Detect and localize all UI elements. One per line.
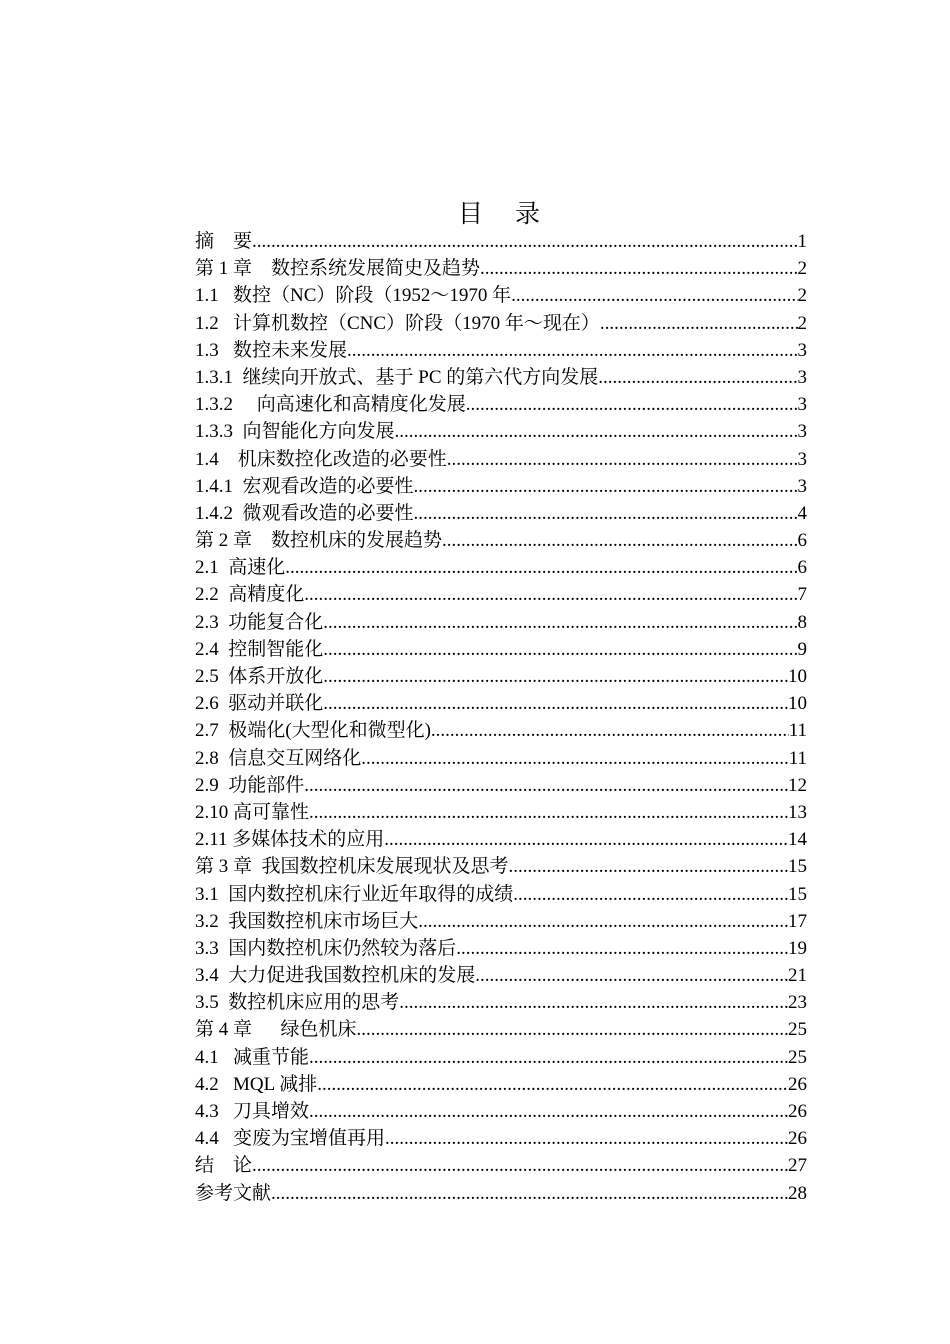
toc-page-number: 26 — [788, 1073, 807, 1095]
toc-page-number: 13 — [788, 801, 807, 823]
toc-entry-text: 第 2 章 数控机床的发展趋势 — [195, 530, 443, 552]
toc-entry-text: 1.2 计算机数控（CNC）阶段（1970 年～现在） — [195, 312, 600, 334]
toc-entry-text: 4.4 变废为宝增值再用 — [195, 1128, 386, 1150]
toc-dot-leader — [418, 908, 788, 935]
toc-entry-text: 3.4 大力促进我国数控机床的发展 — [195, 965, 476, 987]
toc-entry-text: 1.4.1 宏观看改造的必要性 — [195, 475, 414, 497]
toc-page-number: 27 — [788, 1155, 807, 1177]
toc-page-number: 23 — [788, 992, 807, 1014]
toc-entry[interactable] — [195, 1044, 807, 1071]
toc-dot-leader — [600, 310, 798, 337]
toc-entry[interactable] — [195, 581, 807, 608]
toc-entry-text: 摘 要 — [195, 231, 253, 252]
toc-entry[interactable] — [195, 609, 807, 636]
toc-dot-leader — [361, 745, 788, 772]
toc-dot-leader — [480, 255, 797, 282]
toc-entry-text: 1.4 机床数控化改造的必要性 — [195, 448, 447, 470]
toc-page-number: 3 — [797, 339, 807, 361]
toc-dot-leader — [309, 1044, 788, 1071]
toc-entry[interactable] — [195, 418, 807, 445]
toc-entry-text: 1.3.1 继续向开放式、基于 PC 的第六代方向发展 — [195, 366, 599, 388]
toc-entry[interactable] — [195, 337, 807, 364]
toc-entry[interactable] — [195, 826, 807, 853]
toc-title: 目 录 — [458, 199, 552, 228]
toc-entry-text: 2.3 功能复合化 — [195, 611, 324, 633]
toc-dot-leader — [384, 826, 788, 853]
toc-dot-leader — [252, 228, 797, 255]
toc-dot-leader — [598, 364, 797, 391]
toc-entry-text: 1.4.2 微观看改造的必要性 — [195, 502, 414, 524]
toc-page-number: 26 — [788, 1128, 807, 1150]
toc-dot-leader — [347, 337, 797, 364]
toc-dot-leader — [442, 527, 797, 554]
toc-dot-leader — [513, 881, 788, 908]
toc-entry-text: 1.3 数控未来发展 — [195, 339, 348, 361]
toc-entry-text: 2.1 高速化 — [195, 557, 286, 579]
toc-page-number: 10 — [788, 693, 807, 715]
toc-entry[interactable] — [195, 473, 807, 500]
toc-entry[interactable] — [195, 881, 807, 908]
toc-entry[interactable] — [195, 636, 807, 663]
toc-entry-text: 2.4 控制智能化 — [195, 638, 324, 660]
toc-page-number: 2 — [797, 312, 807, 334]
toc-dot-leader — [252, 1152, 788, 1179]
toc-entry[interactable] — [195, 1098, 807, 1125]
toc-entry-text: 2.6 驱动并联化 — [195, 693, 324, 715]
toc-page-number: 25 — [788, 1046, 807, 1068]
toc-page-number: 15 — [788, 883, 807, 905]
toc-entry-text: 2.9 功能部件 — [195, 774, 305, 796]
toc-entry[interactable] — [195, 1016, 807, 1043]
toc-page-number: 3 — [797, 475, 807, 497]
toc-page-number: 3 — [797, 421, 807, 443]
toc-entry[interactable] — [195, 690, 807, 717]
toc-page-number: 9 — [797, 638, 807, 660]
toc-entry[interactable] — [195, 282, 807, 309]
toc-dot-leader — [399, 989, 788, 1016]
toc-entry-text: 3.5 数控机床应用的思考 — [195, 992, 400, 1014]
toc-entry[interactable] — [195, 554, 807, 581]
toc-dot-leader — [323, 663, 788, 690]
toc-entry[interactable] — [195, 527, 807, 554]
toc-entry[interactable] — [195, 799, 807, 826]
toc-entry-text: 1.3.3 向智能化方向发展 — [195, 421, 395, 443]
toc-entry-text: 4.1 减重节能 — [195, 1046, 310, 1068]
toc-entry-text: 第 3 章 我国数控机床发展现状及思考 — [195, 856, 509, 878]
toc-page-number: 11 — [788, 720, 807, 742]
toc-entry[interactable] — [195, 745, 807, 772]
toc-entry-text: 3.3 国内数控机床仍然较为落后 — [195, 937, 457, 959]
toc-page-number: 2 — [797, 258, 807, 280]
toc-page-number: 12 — [788, 774, 807, 796]
toc-page-number: 15 — [788, 856, 807, 878]
toc-entry[interactable] — [195, 908, 807, 935]
toc-dot-leader — [466, 391, 798, 418]
toc-entry[interactable] — [195, 772, 807, 799]
toc-entry-text: 第 4 章 绿色机床 — [195, 1019, 357, 1041]
toc-entry-text: 1.1 数控（NC）阶段（1952～1970 年 — [195, 285, 512, 307]
toc-dot-leader — [323, 690, 788, 717]
toc-entry[interactable] — [195, 1180, 807, 1207]
toc-entry-text: 2.7 极端化(大型化和微型化) — [195, 720, 431, 742]
toc-entry[interactable] — [195, 935, 807, 962]
toc-page-number: 3 — [797, 394, 807, 416]
toc-dot-leader — [456, 935, 788, 962]
toc-page-number: 3 — [797, 366, 807, 388]
toc-entry[interactable] — [195, 663, 807, 690]
toc-dot-leader — [304, 772, 788, 799]
toc-entry-text: 2.11 多媒体技术的应用 — [195, 829, 385, 851]
toc-entry[interactable] — [195, 364, 807, 391]
toc-dot-leader — [285, 554, 797, 581]
toc-page-number: 21 — [788, 965, 807, 987]
toc-entry[interactable] — [195, 446, 807, 473]
toc-page-number: 10 — [788, 666, 807, 687]
toc-entry[interactable] — [195, 500, 807, 527]
toc-dot-leader — [385, 1125, 788, 1152]
toc-entry-text: 1.3.2 向高速化和高精度化发展 — [195, 394, 466, 416]
toc-page-number: 28 — [788, 1182, 807, 1204]
toc-dot-leader — [323, 636, 797, 663]
toc-page-number: 11 — [788, 747, 807, 769]
toc-dot-leader — [509, 853, 788, 880]
toc-entry[interactable] — [195, 1125, 807, 1152]
toc-dot-leader — [414, 500, 798, 527]
toc-page-number: 4 — [797, 502, 807, 524]
toc-dot-leader — [414, 473, 798, 500]
toc-entry-text: 参考文献 — [195, 1182, 272, 1204]
toc-page-number: 6 — [797, 557, 807, 579]
toc-dot-leader — [309, 799, 788, 826]
toc-entry[interactable] — [195, 962, 807, 989]
toc-entry[interactable] — [195, 989, 807, 1016]
toc-page-number: 1 — [797, 231, 807, 252]
toc-entry-text: 4.3 刀具增效 — [195, 1101, 310, 1122]
toc-dot-leader — [357, 1016, 788, 1043]
toc-list — [195, 228, 807, 1207]
toc-entry[interactable] — [195, 1071, 807, 1098]
toc-dot-leader — [323, 609, 797, 636]
toc-dot-leader — [309, 1098, 788, 1125]
toc-entry[interactable] — [195, 1152, 807, 1179]
toc-entry[interactable] — [195, 717, 807, 744]
toc-entry-text: 2.10 高可靠性 — [195, 801, 310, 823]
toc-page-number: 8 — [797, 611, 807, 633]
toc-dot-leader — [431, 717, 789, 744]
toc-dot-leader — [475, 962, 788, 989]
toc-dot-leader — [395, 418, 798, 445]
toc-page-number: 25 — [788, 1019, 807, 1041]
toc-dot-leader — [511, 282, 797, 309]
toc-dot-leader — [271, 1180, 788, 1207]
toc-page-number: 14 — [788, 829, 807, 851]
toc-entry[interactable] — [195, 391, 807, 418]
toc-page-number: 3 — [797, 448, 807, 470]
toc-entry-text: 第 1 章 数控系统发展简史及趋势 — [195, 258, 481, 280]
toc-entry-text: 2.5 体系开放化 — [195, 666, 324, 687]
toc-page-number: 2 — [797, 285, 807, 307]
toc-entry-text: 4.2 MQL 减排 — [195, 1073, 318, 1095]
toc-dot-leader — [304, 581, 797, 608]
toc-entry-text: 3.1 国内数控机床行业近年取得的成绩 — [195, 883, 514, 905]
toc-page-number: 7 — [797, 584, 807, 606]
toc-entry[interactable] — [195, 228, 807, 255]
toc-entry-text: 结 论 — [195, 1155, 253, 1177]
toc-page-number: 26 — [788, 1101, 807, 1122]
toc-entry[interactable] — [195, 255, 807, 282]
toc-page-number: 6 — [797, 530, 807, 552]
toc-page-number: 19 — [788, 937, 807, 959]
toc-dot-leader — [317, 1071, 788, 1098]
toc-entry-text: 2.2 高精度化 — [195, 584, 305, 606]
toc-entry-text: 2.8 信息交互网络化 — [195, 747, 362, 769]
toc-entry[interactable] — [195, 310, 807, 337]
toc-dot-leader — [447, 446, 798, 473]
toc-entry[interactable] — [195, 853, 807, 880]
toc-entry-text: 3.2 我国数控机床市场巨大 — [195, 910, 419, 932]
toc-page-number: 17 — [788, 910, 807, 932]
